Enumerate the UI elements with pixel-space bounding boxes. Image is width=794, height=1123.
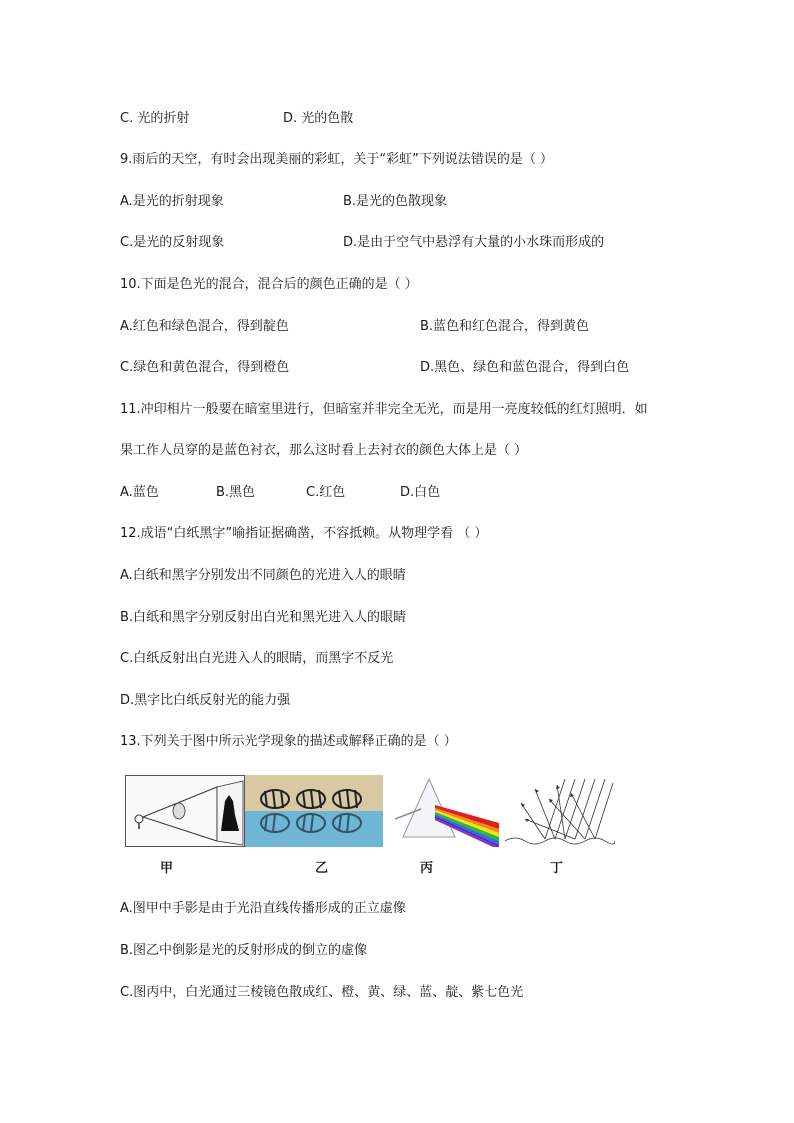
figure-label-jia: 甲	[160, 861, 174, 876]
q12-option-b: B.白纸和黑字分别反射出白光和黑光进入人的眼睛	[120, 610, 407, 625]
reflection-illustration	[245, 775, 383, 847]
q11-stem-line1: 11.冲印相片一般要在暗室里进行，但暗室并非完全无光，而是用一亮度较低的红灯照明．如	[120, 402, 648, 417]
q10-option-d: D.黑色、绿色和蓝色混合，得到白色	[420, 360, 630, 375]
q9-option-a: A.是光的折射现象	[120, 194, 224, 209]
q12-option-a: A.白纸和黑字分别发出不同颜色的光进入人的眼睛	[120, 568, 406, 583]
q10-option-c: C.绿色和黄色混合，得到橙色	[120, 360, 290, 375]
prism-illustration	[395, 775, 500, 847]
q13-stem: 13.下列关于图中所示光学现象的描述或解释正确的是（ ）	[120, 734, 457, 749]
q10-option-b: B.蓝色和红色混合，得到黄色	[420, 319, 590, 334]
hand-shadow-illustration	[125, 775, 245, 847]
q9-option-d: D.是由于空气中悬浮有大量的小水珠而形成的	[343, 235, 605, 250]
figure-label-ding: 丁	[550, 861, 564, 876]
q9-stem: 9.雨后的天空，有时会出现美丽的彩虹，关于“彩虹”下列说法错误的是（ ）	[120, 152, 554, 167]
q10-option-a: A.红色和绿色混合，得到靛色	[120, 319, 289, 334]
q13-figure	[120, 775, 620, 885]
q12-stem: 12.成语“白纸黑字”喻指证据确凿，不容抵赖。从物理学看 （ ）	[120, 526, 488, 541]
figure-bing-prism	[395, 775, 500, 847]
diffuse-reflection-illustration	[505, 775, 615, 847]
q10-stem: 10.下面是色光的混合，混合后的颜色正确的是（ ）	[120, 277, 418, 292]
q12-option-c: C.白纸反射出白光进入人的眼睛，而黑字不反光	[120, 651, 394, 666]
q9-option-c: C.是光的反射现象	[120, 235, 225, 250]
q11-option-d: D.白色	[400, 485, 441, 500]
q11-stem-line2: 果工作人员穿的是蓝色衬衣，那么这时看上去衬衣的颜色大体上是（ ）	[120, 443, 528, 458]
q8-option-d: D. 光的色散	[283, 111, 354, 126]
q11-option-b: B.黑色	[216, 485, 256, 500]
q8-option-c: C. 光的折射	[120, 111, 190, 126]
figure-label-bing: 丙	[420, 861, 434, 876]
q13-option-a: A.图甲中手影是由于光沿直线传播形成的正立虚像	[120, 901, 406, 916]
figure-label-yi: 乙	[315, 861, 329, 876]
q11-option-c: C.红色	[306, 485, 346, 500]
q11-option-a: A.蓝色	[120, 485, 159, 500]
figure-yi-reflection	[245, 775, 383, 847]
figure-ding-diffuse-reflection	[505, 775, 615, 847]
q13-option-b: B.图乙中倒影是光的反射形成的倒立的虚像	[120, 943, 368, 958]
q13-option-c: C.图丙中，白光通过三棱镜色散成红、橙、黄、绿、蓝、靛、紫七色光	[120, 985, 524, 1000]
q9-option-b: B.是光的色散现象	[343, 194, 448, 209]
figure-jia-hand-shadow	[125, 775, 245, 847]
q12-option-d: D.黑字比白纸反射光的能力强	[120, 693, 291, 708]
